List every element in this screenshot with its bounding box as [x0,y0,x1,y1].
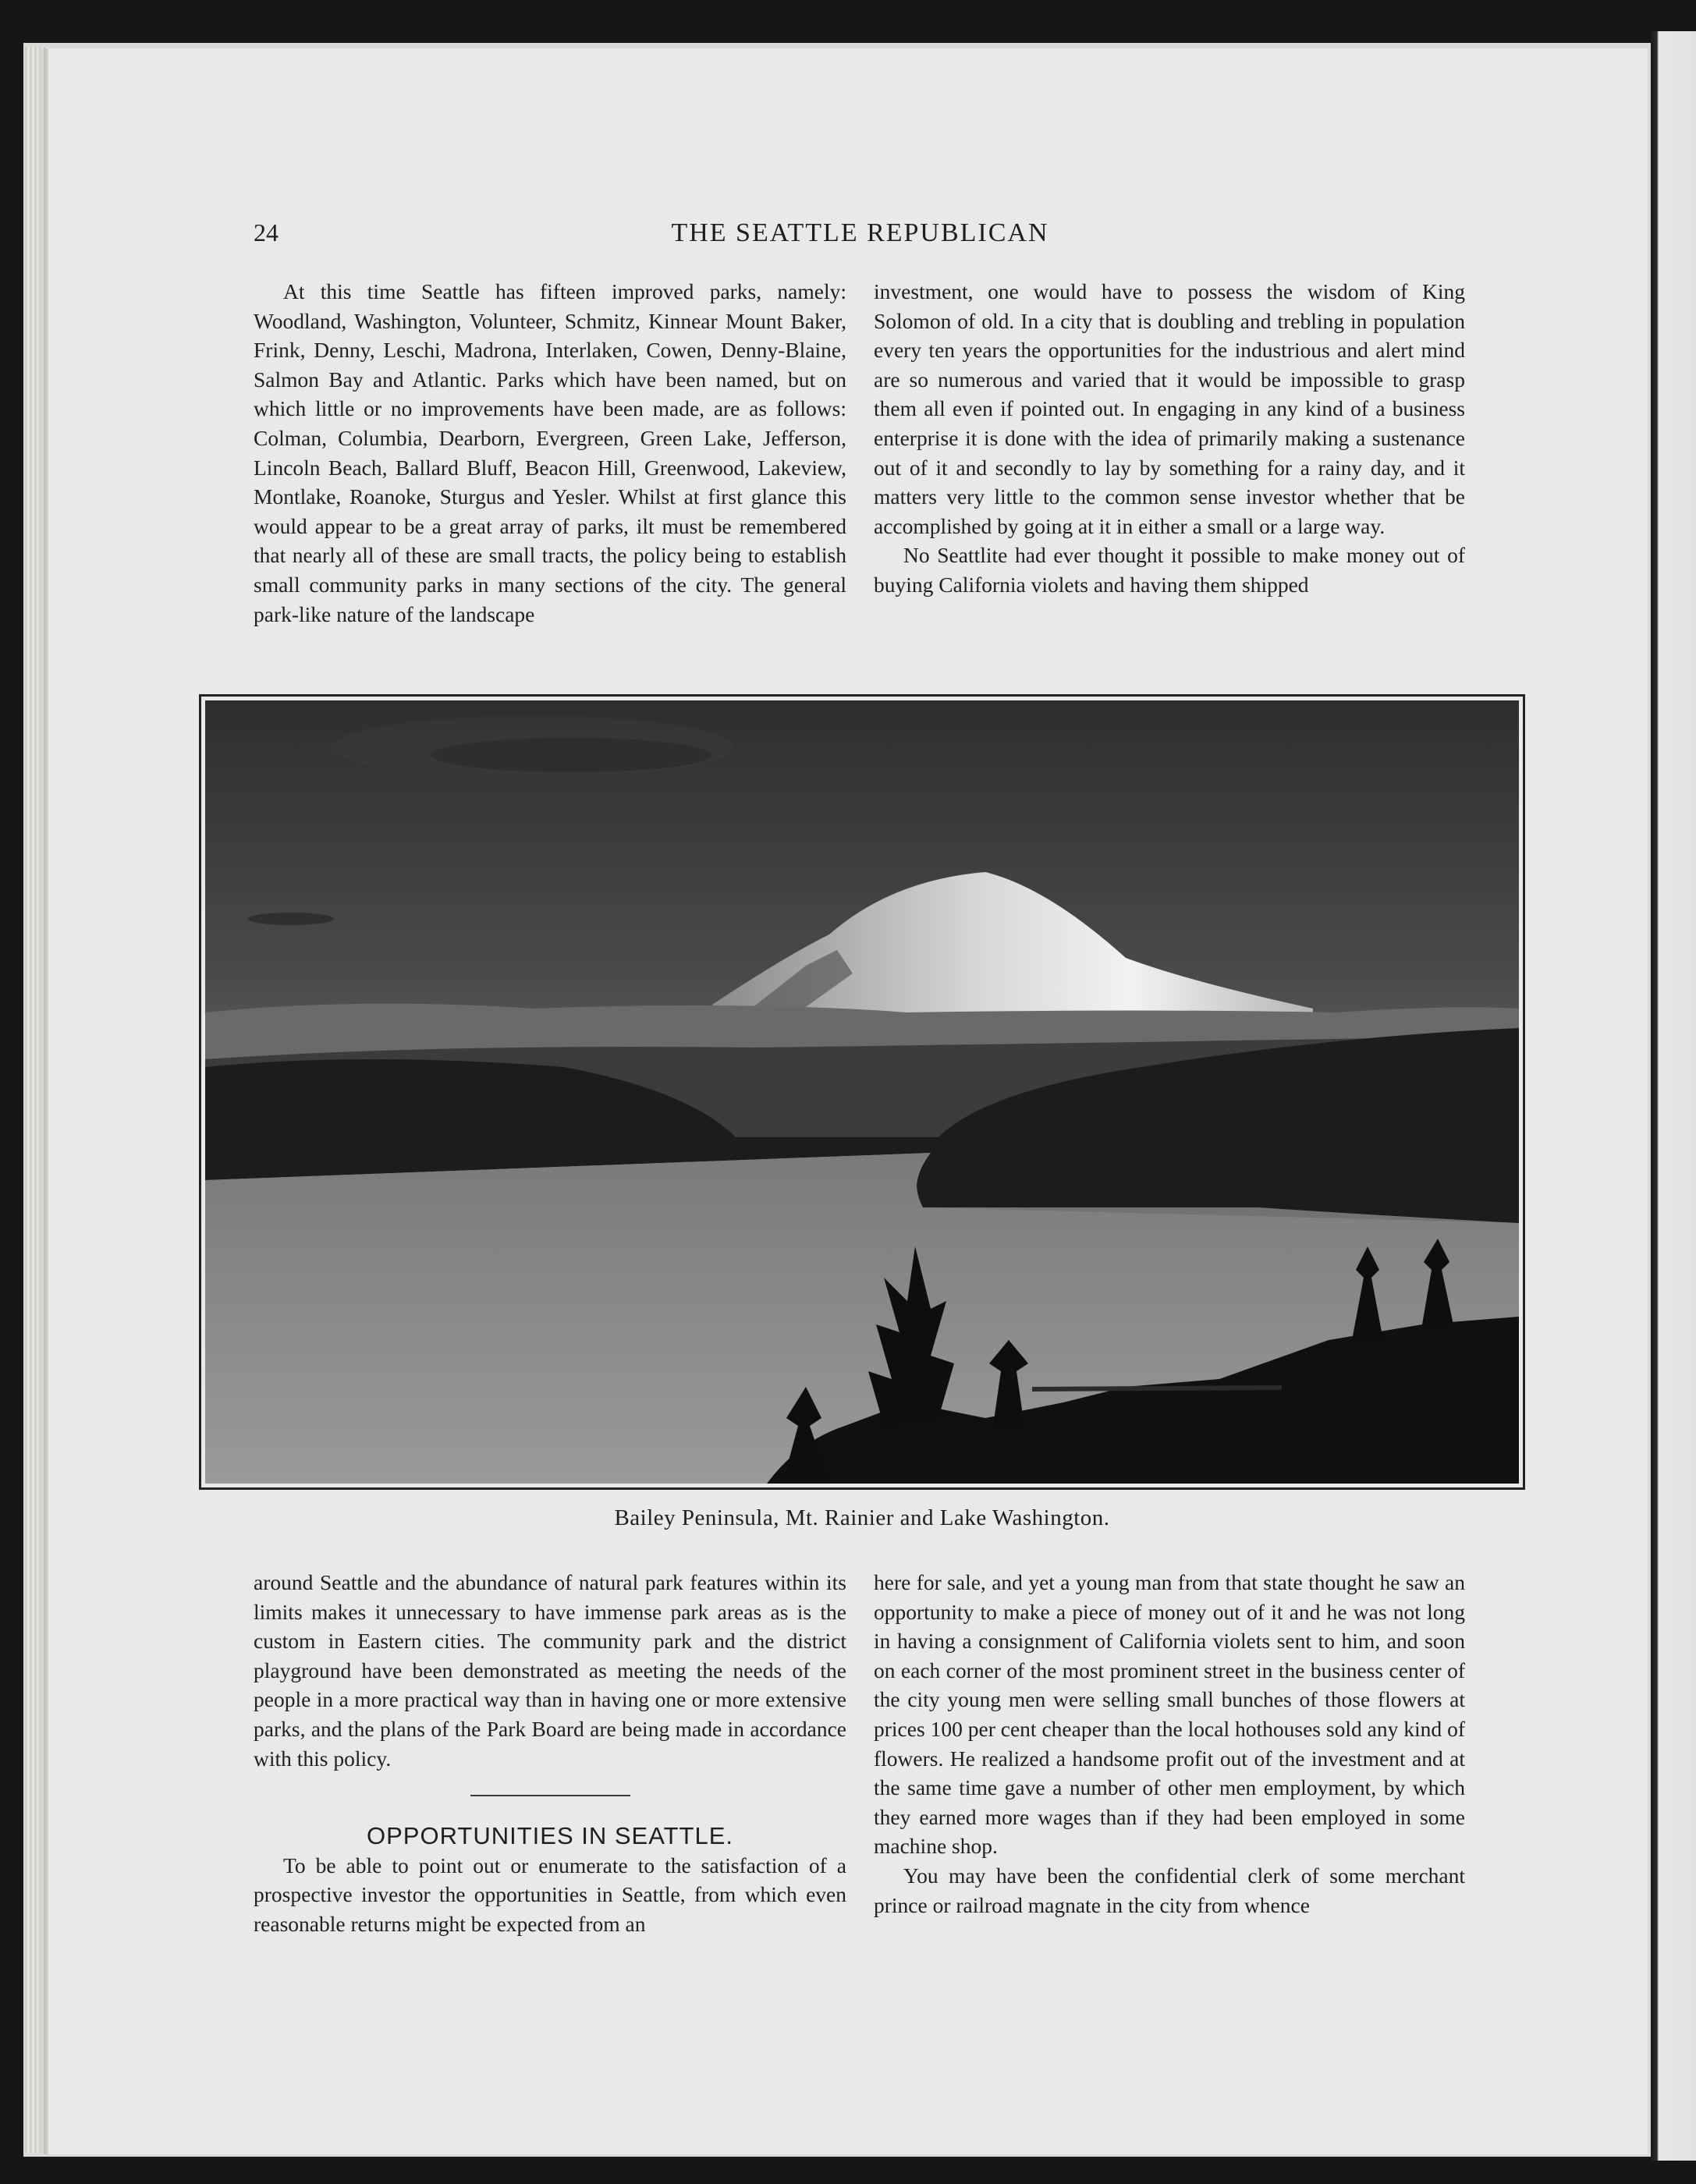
landscape-photograph [199,694,1525,1490]
paragraph: investment, one would have to possess the wisdom of King Solomon of old. In a city that is doubling and trebling in population every ten years the opportunities for the industrious and alert mind are so numerous and varied that it would be impossible to grasp them all even if pointed out. In engaging in any kind of a business enterprise it is done with the idea of primarily making a sustenance out of it and secondly to lay by something for a rainy day, and it matters very little to the common sense investor whether that be accomplished by going at it in either a small or a large way. [874,279,1465,538]
paragraph: No Seattlite had ever thought it possible to make money out of buying California violets and having them shipped [874,543,1465,597]
page-number: 24 [254,218,279,246]
paragraph: You may have been the confidential clerk of some merchant prince or railroad magnate in the city from whence [874,1863,1465,1917]
mountain-lake-photo [205,700,1519,1484]
column-top-left [254,277,846,629]
column-bottom-right [874,1568,1465,1920]
page-header [254,218,1467,256]
section-heading: OPPORTUNITIES IN SEATTLE. [367,1822,733,1850]
page-binding [25,47,48,2153]
paragraph: At this time Seattle has fifteen improved parks, namely: Woodland, Washington, Volunteer, Schmitz, Kinnear Mount Baker, Frink, Denny, Leschi, Madrona, Interlaken, Cowen, Denny-Blaine, Salmon Bay and Atlantic. Parks which have been named, but on which little or no improvements have been made, are as follows: Colman, Columbia, Dearborn, Evergreen, Green Lake, Jefferson, Lincoln Beach, Ballard Bluff, Beacon Hill, Greenwood, Lakeview, Montlake, Roanoke, Sturgus and Yesler. Whilst at first glance this would appear to be a great array of parks, ilt must be remembered that nearly all of these are small tracts, the policy being to establish small community parks in many sections of the city. The general park-like nature of the landscape [254,279,846,626]
paragraph: around Seattle and the abundance of natural park features within its limits makes it unnecessary to have immense park areas as is the custom in Eastern cities. The community park and the district playground have been demonstrated as meeting the needs of the people in a more practical way than in having one or more extensive parks, and the plans of the Park Board are being made in accordance with this policy. [254,1570,846,1771]
paragraph: To be able to point out or enumerate to the satisfaction of a prospective investor the opportunities in Seattle, from which even reasonable returns might be expected from an [254,1852,846,1936]
column-top-right [874,277,1465,600]
next-page-edge [1651,31,1696,2161]
journal-title: THE SEATTLE REPUBLICAN [671,218,1049,247]
photo-caption: Bailey Peninsula, Mt. Rainier and Lake Washington. [614,1505,1110,1530]
column-bottom-left [254,1568,846,1939]
paragraph: here for sale, and yet a young man from that state thought he saw an opportunity to make a piece of money out of it and he was not long in having a consignment of California violets sent to him, and soon on each corner of the most prominent street in the business center of the city young men were selling small bunches of those flowers at prices 100 per cent cheaper than the local hothouses sold any kind of flowers. He realized a handsome profit out of the investment and at the same time gave a number of other men employment, by which they earned more wages than if they had been employed in some machine shop. [874,1570,1465,1859]
section-divider [470,1795,630,1796]
